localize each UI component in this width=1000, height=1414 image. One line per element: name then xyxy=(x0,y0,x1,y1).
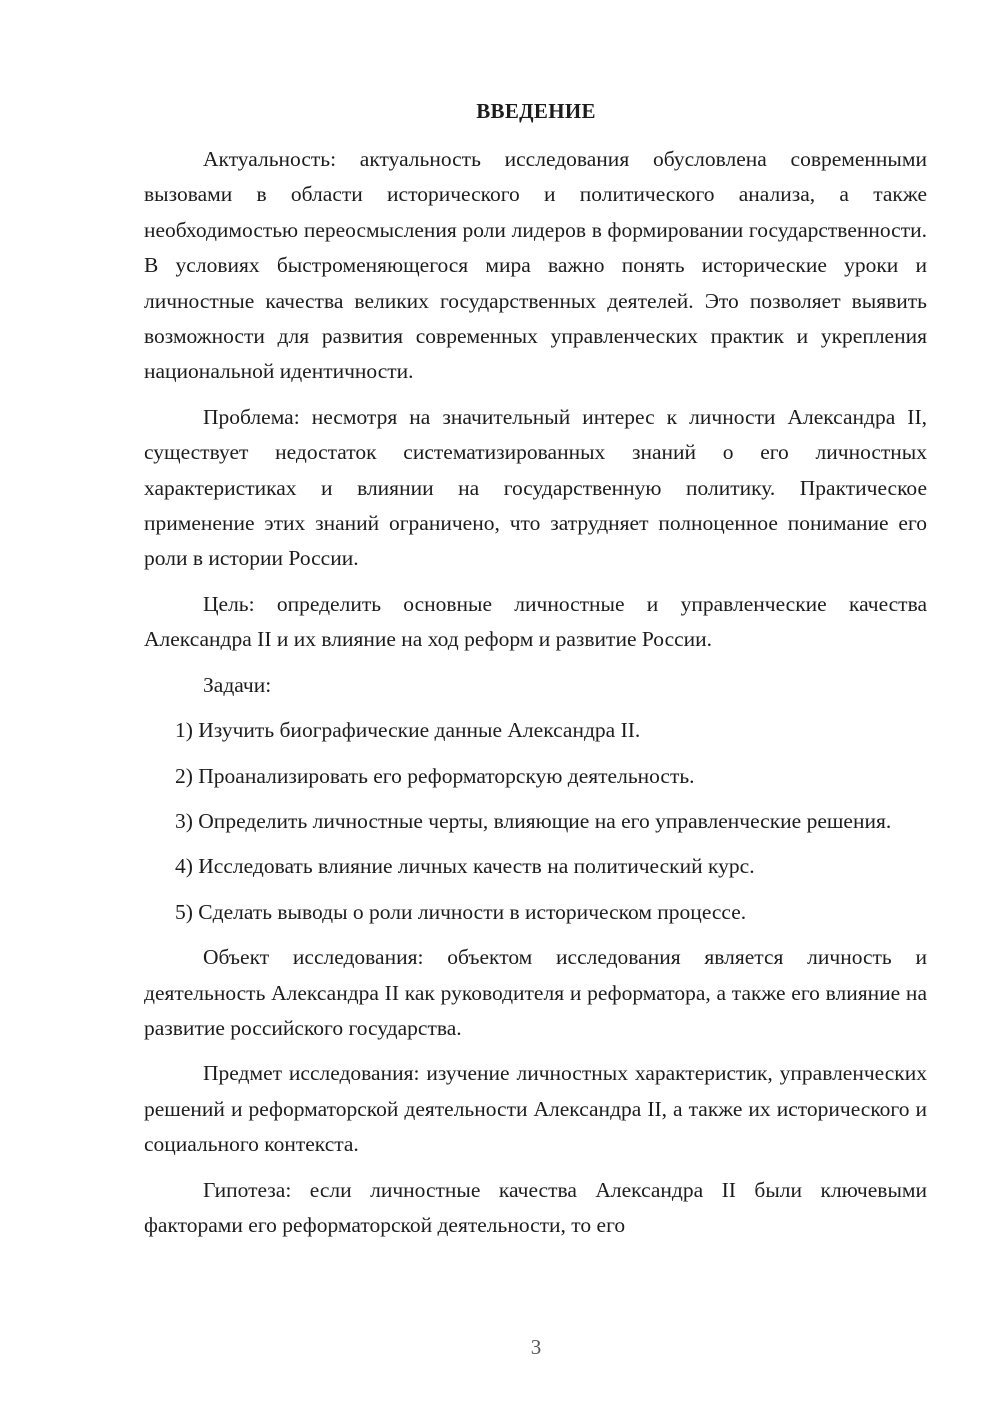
task-item: 1) Изучить биографические данные Александра II. xyxy=(175,718,641,743)
page-number: 3 xyxy=(530,1335,542,1359)
task-item: 5) Сделать выводы о роли личности в историческом процессе. xyxy=(175,899,747,924)
task-item: 4) Исследовать влияние личных качеств на политический курс. xyxy=(175,854,755,879)
paragraph-subject: Предмет исследования: изучение личностных характеристик, управленческих решений и реформаторской деятельности Александра II, а также их исторического и социального контекста. xyxy=(144,1061,927,1157)
paragraph-hypothesis: Гипотеза: если личностные качества Александра II были ключевыми факторами его реформаторской деятельности, то его xyxy=(144,1177,927,1237)
paragraph-problem: Проблема: несмотря на значительный интерес к личности Александра II, существует недостаток систематизированных знаний о его личностных характеристиках и влиянии на государственную политику. Практическое применение этих знаний ограничено, что затрудняет полноценное понимание его роли в истории России. xyxy=(144,404,927,571)
paragraph-tasks-heading: Задачи: xyxy=(203,672,272,697)
document-body xyxy=(144,142,927,1253)
paragraph-object: Объект исследования: объектом исследования является личность и деятельность Александра II как руководителя и реформатора, а также его влияние на развитие российского государства. xyxy=(144,945,927,1040)
task-item: 2) Проанализировать его реформаторскую деятельность. xyxy=(175,763,695,788)
paragraph-goal: Цель: определить основные личностные и управленческие качества Александра II и их влияние на ход реформ и развитие России. xyxy=(144,591,927,652)
paragraph-relevance: Актуальность: актуальность исследования обусловлена современными вызовами в области исторического и политического анализа, а также необходимостью переосмысления роли лидеров в формировании государственности. В условиях быстроменяющегося мира важно понять исторические уроки и личностные качества великих государственных деятелей. Это позволяет выявить возможности для развития современных управленческих практик и укрепления национальной идентичности. xyxy=(144,147,927,384)
page-title: ВВЕДЕНИЕ xyxy=(476,99,596,123)
task-item: 3) Определить личностные черты, влияющие на его управленческие решения. xyxy=(175,808,892,833)
